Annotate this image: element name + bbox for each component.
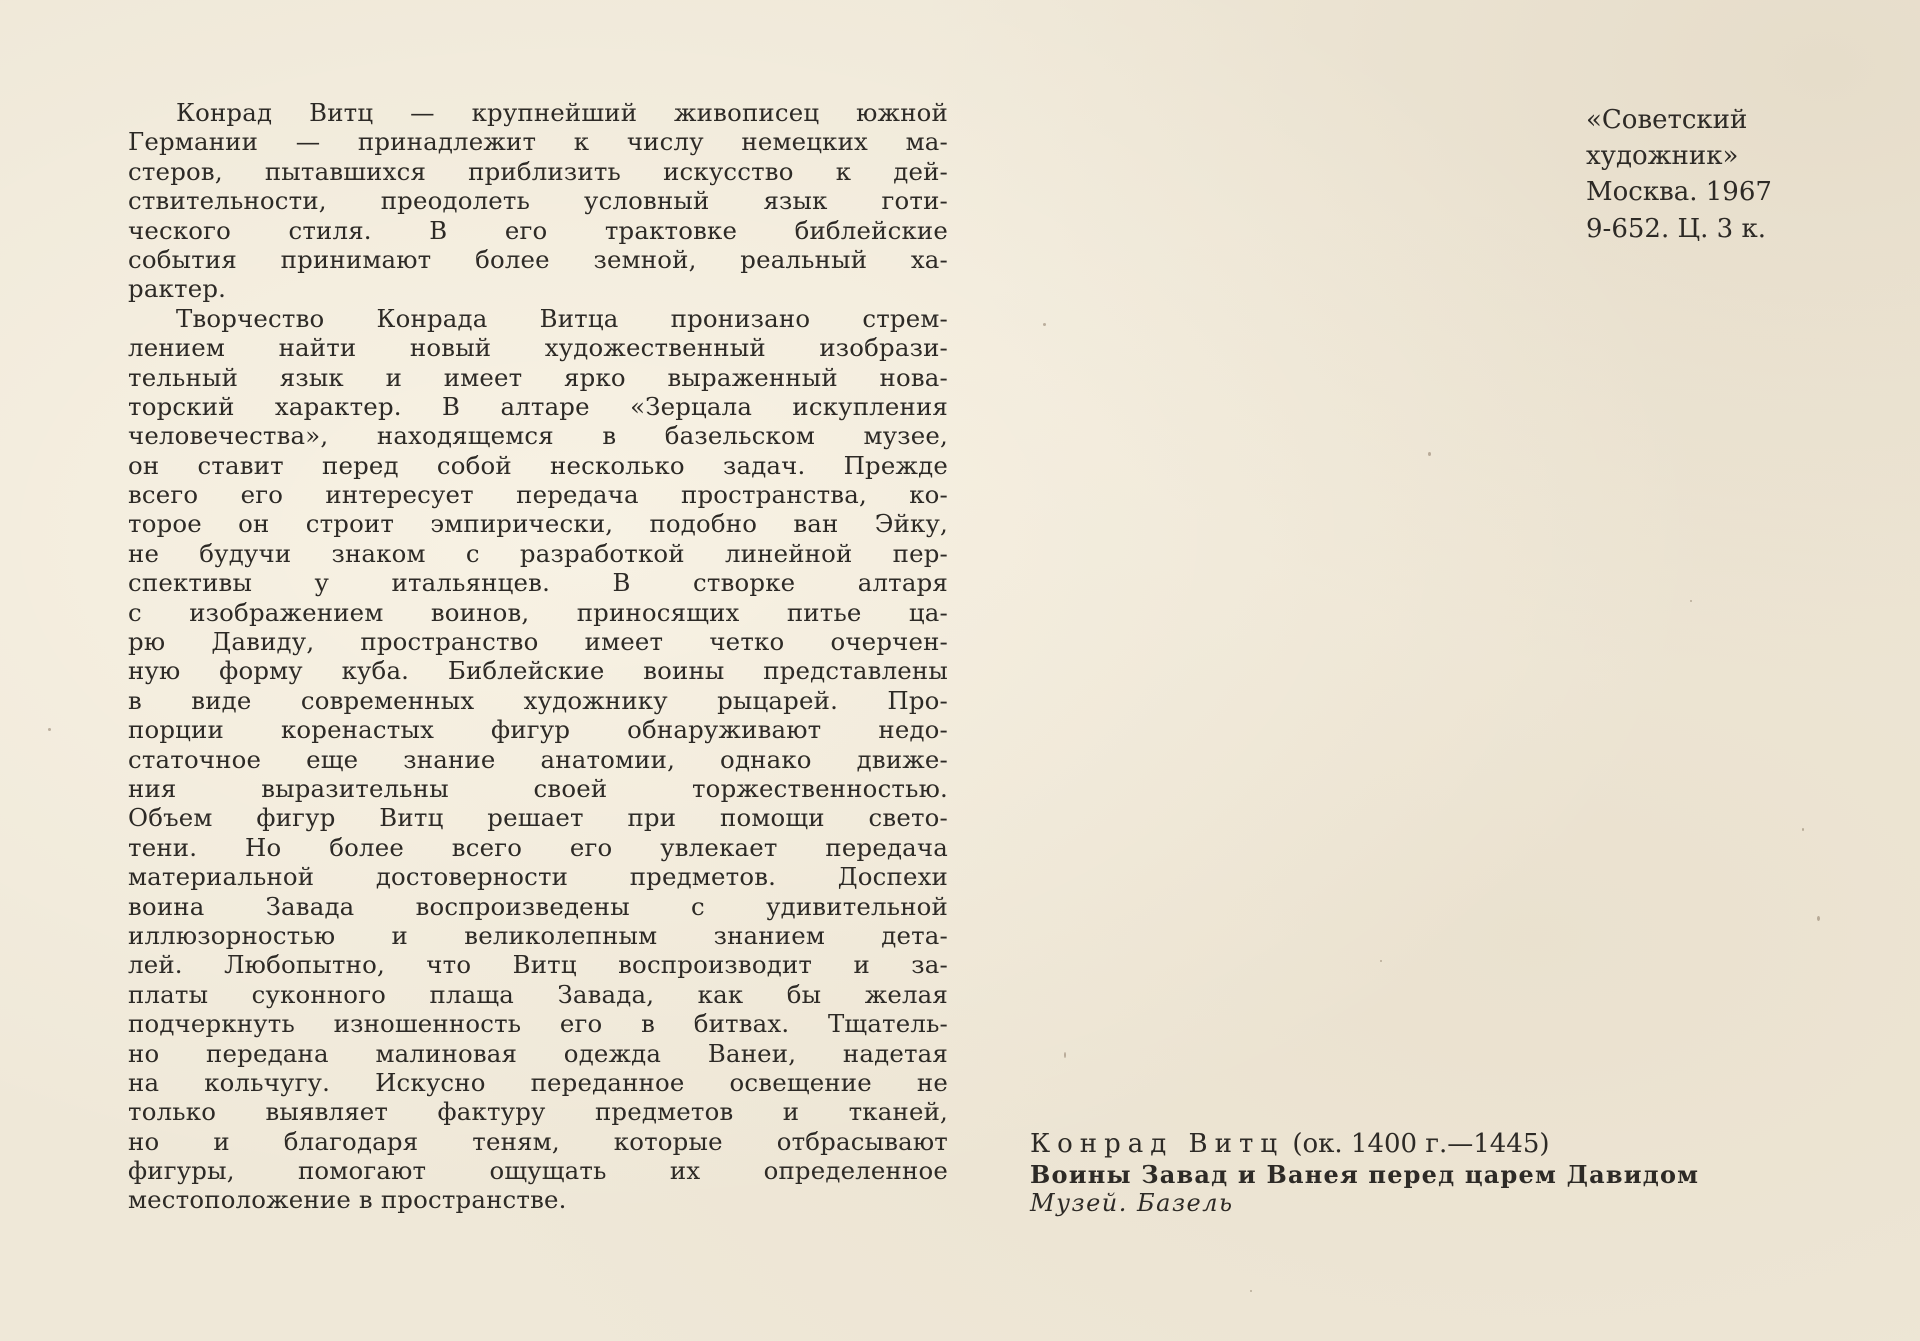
article-line: ния выразительны своей торжественностью. [128, 773, 948, 803]
article-line: иллюзорностью и великолепным знанием дета- [128, 920, 948, 950]
article-line: не будучи знаком с разработкой линейной пер- [128, 538, 948, 568]
article-line: тени. Но более всего его увлекает передача [128, 832, 948, 862]
article-line: он ставит перед собой несколько задач. Прежде [128, 450, 948, 480]
article-line: тельный язык и имеет ярко выраженный нова- [128, 362, 948, 392]
artwork-location: Музей. Базель [1030, 1189, 1234, 1217]
article-text [128, 98, 948, 1215]
paper-speck [1428, 452, 1431, 456]
paper-speck [1064, 1052, 1066, 1058]
publisher-city-year: Москва. 1967 [1586, 177, 1772, 207]
publisher-name: «Советский [1586, 105, 1748, 135]
article-line: торский характер. В алтаре «Зерцала искупления [128, 391, 948, 421]
article-line: с изображением воинов, приносящих питье ца- [128, 597, 948, 627]
paper-speck [1802, 828, 1804, 831]
publisher-name-cont: художник» [1586, 141, 1739, 171]
paper-speck [48, 728, 51, 731]
article-line: на кольчугу. Искусно переданное освещение не [128, 1067, 948, 1097]
artist-line [1030, 1128, 1699, 1160]
artwork-title: Воины Завад и Ванея перед царем Давидом [1030, 1160, 1700, 1189]
article-line: Объем фигур Витц решает при помощи свето- [128, 803, 948, 833]
article-line: ствительности, преодолеть условный язык готи- [128, 186, 948, 216]
publisher-price: 9-652. Ц. 3 к. [1586, 214, 1767, 244]
article-line: платы суконного плаща Завада, как бы желая [128, 979, 948, 1009]
article-line: ческого стиля. В его трактовке библейские [128, 215, 948, 245]
article-line: подчеркнуть изношенность его в битвах. Тщатель- [128, 1009, 948, 1039]
artist-dates: (ок. 1400 г.—1445) [1292, 1129, 1550, 1159]
paper-speck [1817, 916, 1820, 921]
article-line: порции коренастых фигур обнаруживают недо- [128, 715, 948, 745]
paper-speck [1043, 323, 1046, 326]
artist-name: Конрад Витц [1030, 1129, 1285, 1159]
article-line: человечества», находящемся в базельском музее, [128, 421, 948, 451]
article-line: ную форму куба. Библейские воины представлены [128, 656, 948, 686]
article-line: но передана малиновая одежда Ванеи, надетая [128, 1038, 948, 1068]
article-line: воина Завада воспроизведены с удивительной [128, 891, 948, 921]
paper-speck [1690, 600, 1692, 602]
article-line: фигуры, помогают ощущать их определенное [128, 1156, 948, 1186]
publisher-imprint [1586, 102, 1772, 247]
article-line: лей. Любопытно, что Витц воспроизводит и за- [128, 950, 948, 980]
article-line: только выявляет фактуру предметов и тканей, [128, 1097, 948, 1127]
article-line: но и благодаря теням, которые отбрасывают [128, 1126, 948, 1156]
article-line: в виде современных художнику рыцарей. Про- [128, 685, 948, 715]
article-line: торое он строит эмпирически, подобно ван Эйку, [128, 509, 948, 539]
article-line: статочное еще знание анатомии, однако движе- [128, 744, 948, 774]
article-line: материальной достоверности предметов. Доспехи [128, 862, 948, 892]
article-line: Творчество Конрада Витца пронизано стрем- [176, 303, 948, 333]
paper-speck [1380, 960, 1382, 962]
article-line: рактер. [128, 274, 227, 304]
article-line: Германии — принадлежит к числу немецких ма- [128, 127, 948, 157]
article-line: всего его интересует передача пространства, ко- [128, 480, 948, 510]
article-line: Конрад Витц — крупнейший живописец южной [176, 98, 948, 127]
article-line: спективы у итальянцев. В створке алтаря [128, 568, 948, 598]
article-line: события принимают более земной, реальный ха- [128, 244, 948, 274]
article-line: лением найти новый художественный изобрази- [128, 333, 948, 363]
artwork-caption [1030, 1128, 1699, 1218]
article-line: рю Давиду, пространство имеет четко очерчен- [128, 627, 948, 657]
paper-speck [1250, 1290, 1252, 1292]
article-line: местоположение в пространстве. [128, 1185, 567, 1215]
article-line: стеров, пытавшихся приблизить искусство к дей- [128, 156, 948, 186]
